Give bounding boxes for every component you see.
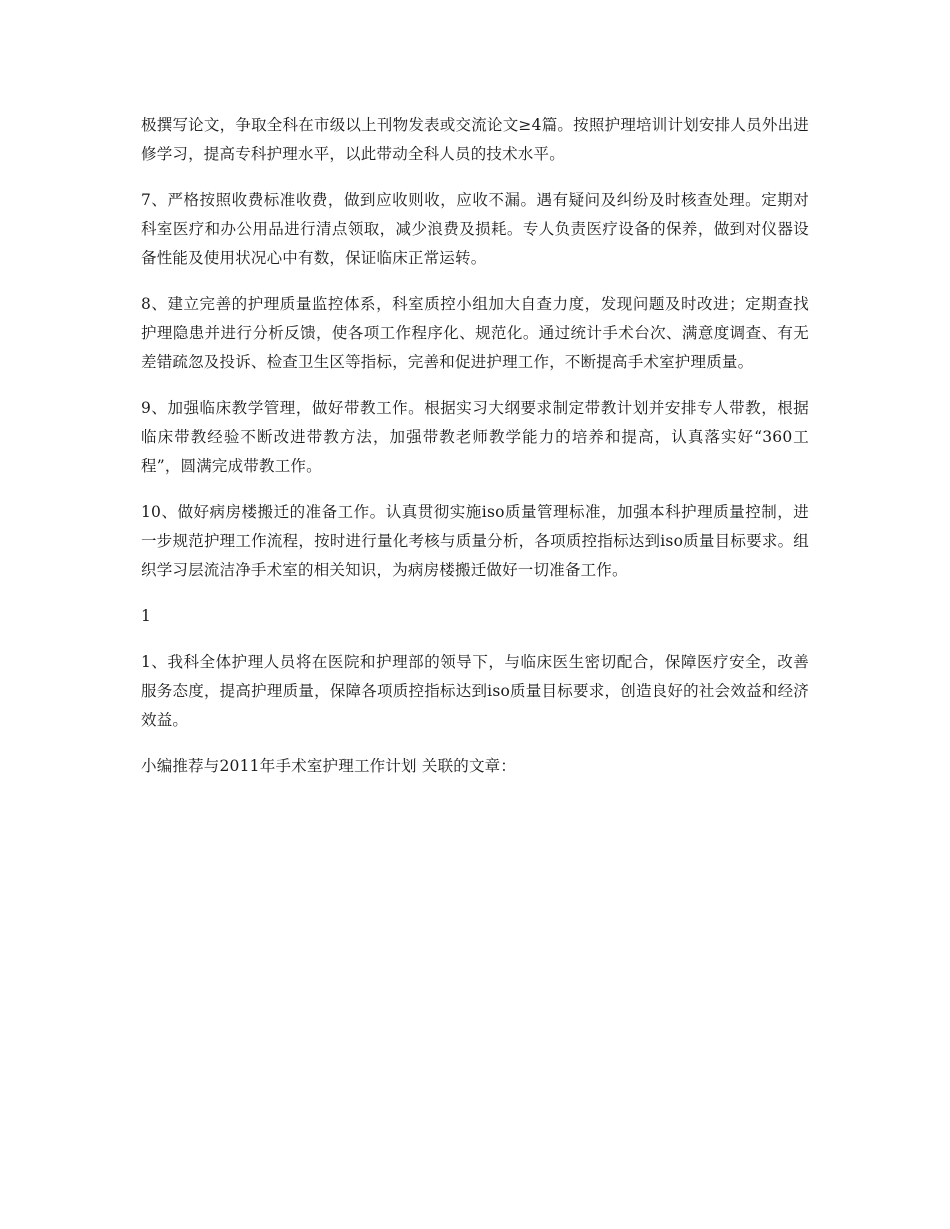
related-articles-heading: 小编推荐与2011年手术室护理工作计划 关联的文章：	[141, 757, 517, 775]
paragraph-thesis-writing: 极撰写论文，争取全科在市级以上刊物发表或交流论文≥4篇。按照护理培训计划安排人员外出进修学习，提高专科护理水平，以此带动全科人员的技术水平。	[141, 116, 809, 163]
paragraph-item-7: 7、严格按照收费标准收费，做到应收则收，应收不漏。遇有疑问及纠纷及时核查处理。定期对科室医疗和办公用品进行清点领取，减少浪费及损耗。专人负责医疗设备的保养，做到对仪器设备性能及使用状况心中有数，保证临床正常运转。	[141, 191, 809, 267]
document-body	[141, 111, 809, 798]
paragraph-item-9: 9、加强临床教学管理，做好带教工作。根据实习大纲要求制定带教计划并安排专人带教，根据临床带教经验不断改进带教方法，加强带教老师教学能力的培养和提高，认真落实好“360工程”，圆满完成带教工作。	[141, 399, 809, 475]
paragraph-item-8: 8、建立完善的护理质量监控体系，科室质控小组加大自查力度，发现问题及时改进；定期查找护理隐患并进行分析反馈，使各项工作程序化、规范化。通过统计手术台次、满意度调查、有无差错疏忽及投诉、检查卫生区等指标，完善和促进护理工作，不断提高手术室护理质量。	[141, 295, 809, 371]
section-number: 1	[141, 607, 152, 625]
paragraph-item-10: 10、做好病房楼搬迁的准备工作。认真贯彻实施iso质量管理标准，加强本科护理质量控制，进一步规范护理工作流程，按时进行量化考核与质量分析，各项质控指标达到iso质量目标要求。组织学习层流洁净手术室的相关知识，为病房楼搬迁做好一切准备工作。	[141, 503, 809, 579]
paragraph-item-1: 1、我科全体护理人员将在医院和护理部的领导下，与临床医生密切配合，保障医疗安全，改善服务态度，提高护理质量，保障各项质控指标达到iso质量目标要求，创造良好的社会效益和经济效益。	[141, 653, 809, 729]
